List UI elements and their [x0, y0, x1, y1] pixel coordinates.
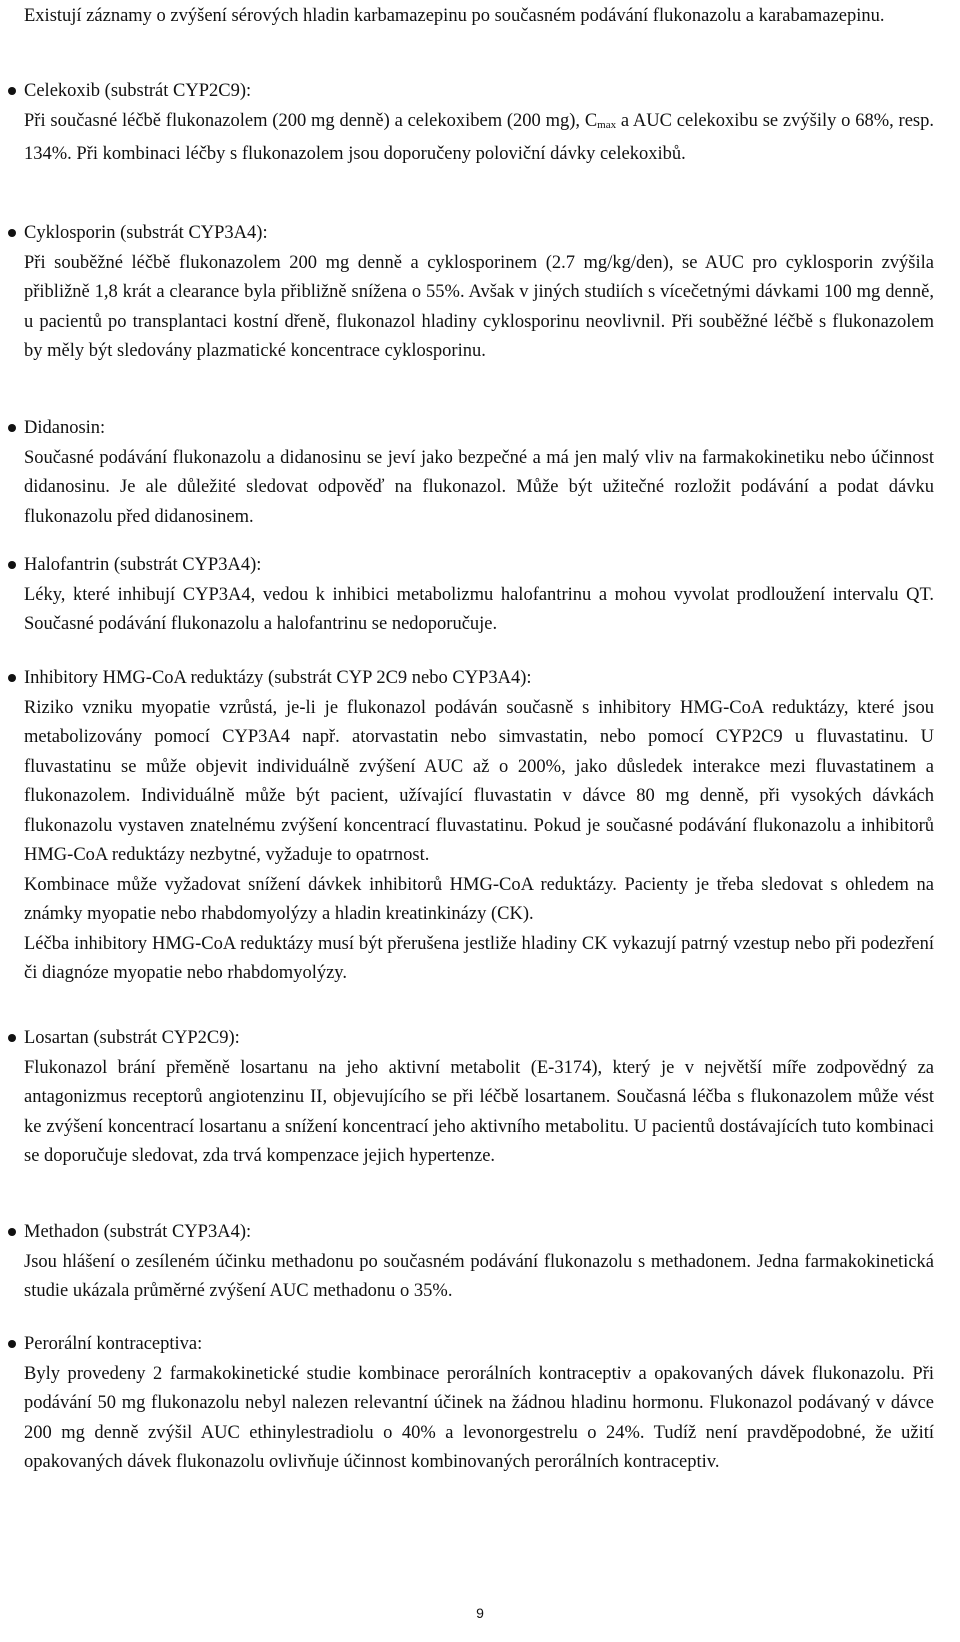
list-item-methadon — [24, 1218, 934, 1307]
list-item-inhibitory-hmg-coa — [24, 664, 934, 989]
item-title: Halofantrin (substrát CYP3A4): — [24, 555, 262, 575]
item-title: Perorální kontraceptiva: — [24, 1334, 203, 1354]
bullet-icon — [8, 1228, 16, 1236]
intro-paragraph: Existují záznamy o zvýšení sérových hladin karbamazepinu po současném podávání flukonazolu a karabamazepinu. — [24, 6, 885, 26]
item-title: Methadon (substrát CYP3A4): — [24, 1222, 252, 1242]
list-item-cyklosporin — [24, 219, 934, 367]
item-title: Didanosin: — [24, 418, 106, 438]
item-body: Jsou hlášení o zesíleném účinku methadonu po současném podávání flukonazolu s methadonem. Jedna farmakokinetická studie ukázala průměrné zvýšení AUC methadonu o 35%. — [24, 1251, 934, 1301]
item-title: Cyklosporin (substrát CYP3A4): — [24, 223, 268, 243]
item-body-text: Při současné léčbě flukonazolem (200 mg denně) a celekoxibem (200 mg), C — [24, 110, 598, 131]
bullet-icon — [8, 1340, 16, 1348]
page-number: 9 — [476, 1605, 484, 1621]
item-title: Inhibitory HMG-CoA reduktázy (substrát CYP 2C9 nebo CYP3A4): — [24, 668, 532, 688]
bullet-icon — [8, 87, 16, 95]
bullet-icon — [8, 424, 16, 432]
item-body-continued: Léčba inhibitory HMG-CoA reduktázy musí být přerušena jestliže hladiny CK vykazují patrný vzestup nebo při podezření či diagnóze myopatie nebo rhabdomyolýzy. — [24, 933, 934, 983]
item-body-text: a AUC celekoxibu se zvýšily o 68%, resp. 134%. Při kombinaci léčby s flukonazolem jsou doporučeny poloviční dávky celekoxibů. — [24, 110, 934, 164]
bullet-icon — [8, 229, 16, 237]
bullet-icon — [8, 561, 16, 569]
item-title: Celekoxib (substrát CYP2C9): — [24, 81, 252, 101]
list-item-perorální-kontraceptiva — [24, 1330, 934, 1478]
list-item-celekoxib — [24, 77, 934, 170]
item-body: Riziko vzniku myopatie vzrůstá, je-li je flukonazol podáván současně s inhibitory HMG-CoA reduktázy, které jsou metabolizovány pomocí CYP3A4 např. atorvastatin nebo simvastatin, nebo pomocí CYP2C9 u fluvastatinu. U fluvastatinu se může objevit individuálně zvýšení AUC až o 200%, jako důsledek interakce mezi fluvastatinem a flukonazolem. Individuálně může být pacient, užívající fluvastatin v dávce 80 mg denně, při vysokých dávkách flukonazolu vystaven znatelnému zvýšení koncentrací fluvastatinu. Pokud je současné podávání flukonazolu a inhibitorů HMG-CoA reduktázy nezbytné, vyžaduje to opatrnost. — [24, 697, 934, 865]
list-item-halofantrin — [24, 551, 934, 640]
item-body: Léky, které inhibují CYP3A4, vedou k inhibici metabolizmu halofantrinu a mohou vyvolat prodloužení intervalu QT. Současné podávání flukonazolu a halofantrinu se nedoporučuje. — [24, 584, 934, 634]
item-body: Současné podávání flukonazolu a didanosinu se jeví jako bezpečné a má jen malý vliv na farmakokinetiku nebo účinnost didanosinu. Je ale důležité sledovat odpověď na flukonazol. Může být užitečné rozložit podávání a podat dávku flukonazolu před didanosinem. — [24, 447, 934, 527]
item-body — [24, 107, 934, 170]
bullet-icon — [8, 1034, 16, 1042]
list-item-didanosin — [24, 414, 934, 532]
bullet-icon — [8, 674, 16, 682]
item-body: Byly provedeny 2 farmakokinetické studie kombinace perorálních kontraceptiv a opakovaných dávek flukonazolu. Při podávání 50 mg flukonazolu nebyl nalezen relevantní účinek na žádnou hladinu hormonu. Flukonazol podávaný v dávce 200 mg denně zvýšil AUC ethinylestradiolu o 40% a levonorgestrelu o 24%. Tudíž není pravděpodobné, že užití opakovaných dávek flukonazolu ovlivňuje účinnost kombinovaných perorálních kontraceptiv. — [24, 1363, 934, 1472]
item-body: Flukonazol brání přeměně losartanu na jeho aktivní metabolit (E-3174), který je v největší míře zodpovědný za antagonizmus receptorů angiotenzinu II, objevujícího se při léčbě losartanem. Současná léčba s flukonazolem může vést ke zvýšení koncentrací losartanu a snížení koncentrací jeho aktivního metabolitu. U pacientů dostávajících tuto kombinaci se doporučuje sledovat, zda trvá kompenzace jejich hypertenze. — [24, 1057, 934, 1166]
item-title: Losartan (substrát CYP2C9): — [24, 1028, 240, 1048]
item-body: Při souběžné léčbě flukonazolem 200 mg denně a cyklosporinem (2.7 mg/kg/den), se AUC pro cyklosporin zvýšila přibližně 1,8 krát a clearance byla přibližně snížena o 55%. Avšak v jiných studiích s vícečetnými dávkami 100 mg denně, u pacientů po transplantaci kostní dřeně, flukonazol hladiny cyklosporinu neovlivnil. Při souběžné léčbě s flukonazolem by měly být sledovány plazmatické koncentrace cyklosporinu. — [24, 252, 934, 361]
item-body-subscript: max — [597, 118, 617, 131]
list-item-losartan — [24, 1024, 934, 1172]
item-body-continued: Kombinace může vyžadovat snížení dávkek inhibitorů HMG-CoA reduktázy. Pacienty je třeba sledovat s ohledem na známky myopatie nebo rhabdomyolýzy a hladin kreatinkinázy (CK). — [24, 874, 934, 924]
